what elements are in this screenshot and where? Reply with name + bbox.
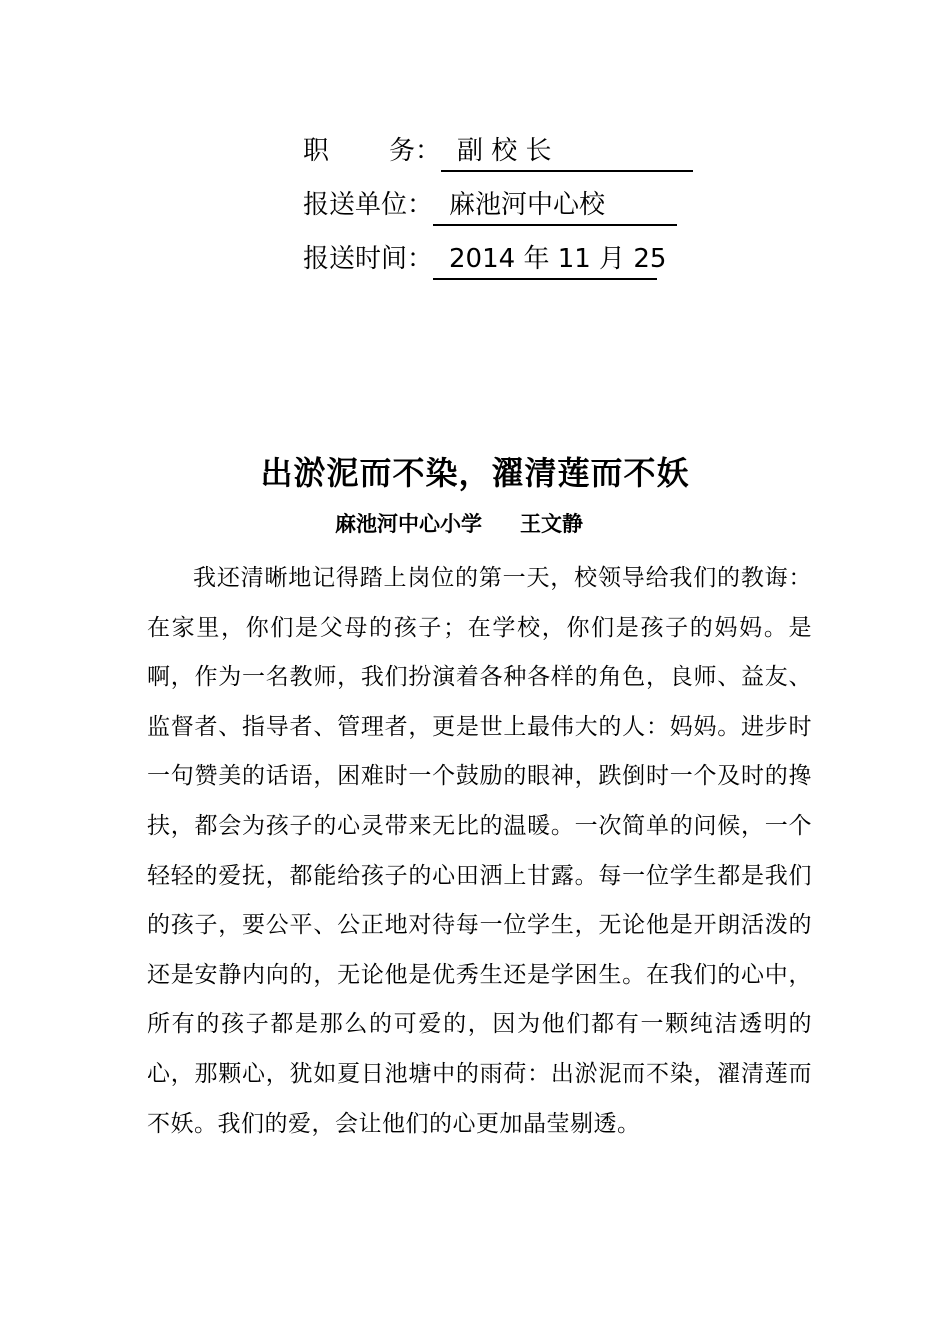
duty-value: 副 校 长 <box>441 132 693 172</box>
unit-value: 麻池河中心校 <box>433 186 677 226</box>
date-value: 2014 年 11 月 25 <box>433 240 657 280</box>
duty-label-second-char: 务： <box>389 136 442 166</box>
duty-label-first-char: 职 <box>303 136 330 166</box>
author-name: 王文静 <box>520 511 583 536</box>
unit-label: 报送单位： <box>303 190 434 220</box>
duty-row <box>303 128 693 182</box>
school-name: 麻池河中心小学 <box>335 511 482 536</box>
duty-label <box>303 128 441 174</box>
date-label: 报送时间： <box>303 244 434 274</box>
report-meta <box>303 128 693 290</box>
date-row <box>303 236 693 290</box>
article-title: 出淤泥而不染，濯清莲而不妖 <box>260 454 690 492</box>
article-body: 我还清晰地记得踏上岗位的第一天，校领导给我们的教诲：在家里，你们是父母的孩子；在学校，你们是孩子的妈妈。是啊，作为一名教师，我们扮演着各种各样的角色，良师、益友、监督者、指导者、管理者，更是世上最伟大的人：妈妈。进步时一句赞美的话语，困难时一个鼓励的眼神，跌倒时一个及时的搀扶，都会为孩子的心灵带来无比的温暖。一次简单的问候，一个轻轻的爱抚，都能给孩子的心田洒上甘露。每一位学生都是我们的孩子，要公平、公正地对待每一位学生，无论他是开朗活泼的还是安静内向的，无论他是优秀生还是学困生。在我们的心中，所有的孩子都是那么的可爱的，因为他们都有一颗纯洁透明的心，那颗心，犹如夏日池塘中的雨荷：出淤泥而不染，濯清莲而不妖。我们的爱，会让他们的心更加晶莹剔透。 <box>147 565 812 1137</box>
unit-row <box>303 182 693 236</box>
byline <box>335 506 583 542</box>
